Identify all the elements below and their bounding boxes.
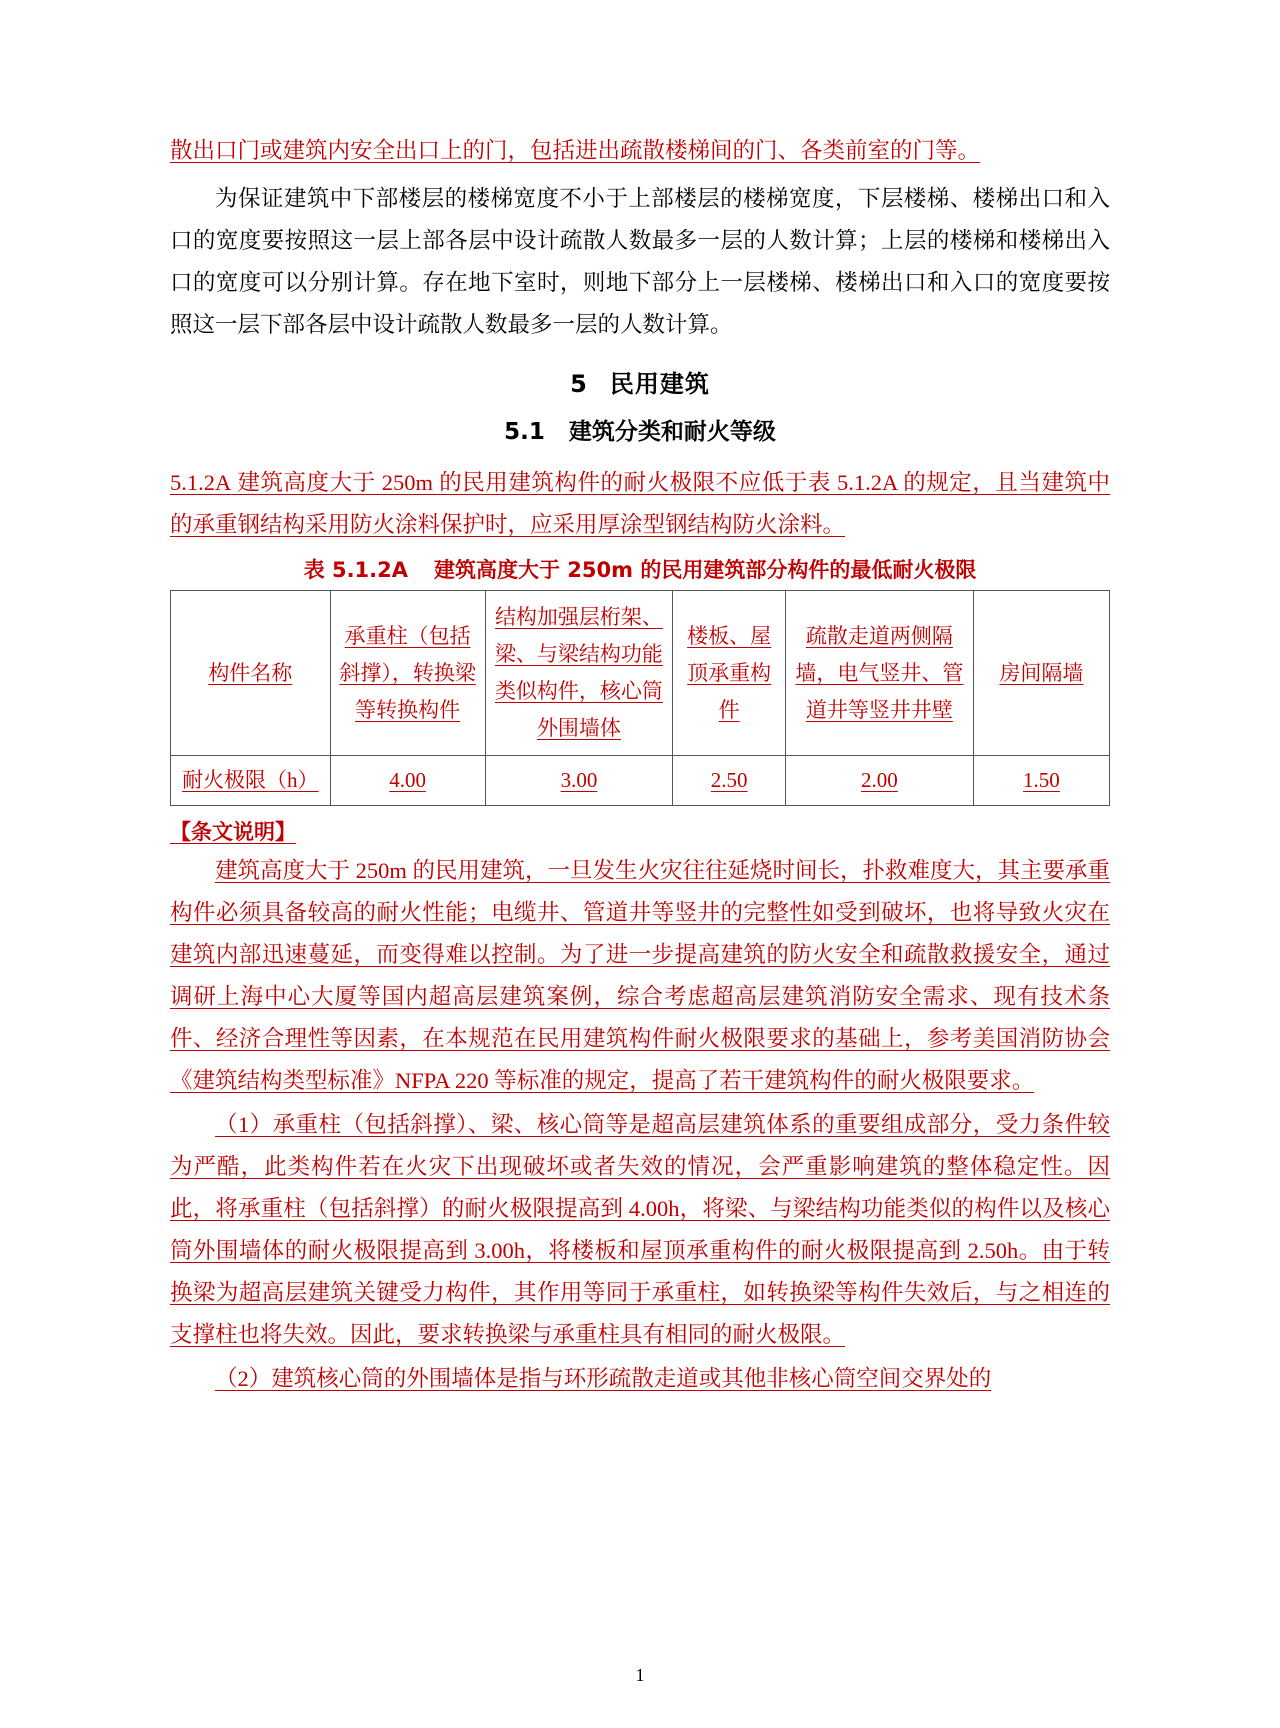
table-cell-value-5: 1.50 (1023, 768, 1060, 792)
table-header-component-name: 构件名称 (208, 660, 293, 685)
table-caption-label: 表 5.1.2A (303, 558, 408, 582)
table-header-bearing-column: 承重柱（包括斜撑），转换梁等转换构件 (339, 623, 476, 722)
explanation-paragraph-2: （1）承重柱（包括斜撑）、梁、核心筒等是超高层建筑体系的重要组成部分，受力条件较为严酷，此类构件若在火灾下出现破坏或者失效的情况，会严重影响建筑的整体稳定性。因此，将承重柱（包括斜撑）的耐火极限提高到 4.00h，将梁、与梁结构功能类似的构件以及核心筒外围墙体的耐火极限提高到 3.00h，将楼板和屋顶承重构件的耐火极限提高到 2.50h。由于转换梁为超高层建筑关键受力构件，其作用等同于承重柱，如转换梁等构件失效后，与之相连的支撑柱也将失效。因此，要求转换梁与承重柱具有相同的耐火极限。 (170, 1112, 1110, 1347)
table-header-room-partition: 房间隔墙 (999, 660, 1084, 685)
explanation-paragraph-3: （2）建筑核心筒的外围墙体是指与环形疏散走道或其他非核心筒空间交界处的 (215, 1366, 992, 1391)
section-heading (170, 413, 1110, 446)
table-caption-title: 建筑高度大于 250m 的民用建筑部分构件的最低耐火极限 (434, 558, 977, 582)
table-caption (170, 554, 1110, 584)
paragraph-stair-width: 为保证建筑中下部楼层的楼梯宽度不小于上部楼层的楼梯宽度，下层楼梯、楼梯出口和入口的宽度要按照这一层上部各层中设计疏散人数最多一层的人数计算；上层的楼梯和楼梯出入口的宽度可以分别计算。存在地下室时，则地下部分上一层楼梯、楼梯出口和入口的宽度要按照这一层下部各层中设计疏散人数最多一层的人数计算。 (170, 186, 1110, 337)
table-header-truss-beam: 结构加强层桁架、梁、与梁结构功能类似构件，核心筒外围墙体 (494, 605, 663, 740)
table-cell-value-1: 4.00 (389, 768, 426, 792)
clause-5-1-2A (170, 462, 1110, 546)
table-header-row (171, 591, 1110, 756)
explanation-heading: 【条文说明】 (170, 820, 296, 844)
table-header-shaft-wall: 疏散走道两侧隔墙，电气竖井、管道井等竖井井壁 (795, 623, 964, 722)
chapter-heading (170, 364, 1110, 399)
fire-resistance-table (170, 590, 1110, 806)
continued-paragraph: 散出口门或建筑内安全出口上的门，包括进出疏散楼梯间的门、各类前室的门等。 (170, 138, 981, 163)
table-row-label: 耐火极限（h） (182, 768, 319, 792)
table-cell-value-4: 2.00 (861, 768, 898, 792)
table-header-floor-roof: 楼板、屋顶承重构件 (687, 623, 772, 722)
chapter-title: 民用建筑 (609, 370, 710, 398)
clause-number: 5.1.2A (170, 470, 232, 495)
table-cell-value-2: 3.00 (560, 768, 598, 792)
explanation-paragraph-1: 建筑高度大于 250m 的民用建筑，一旦发生火灾往往延烧时间长，扑救难度大，其主要承重构件必须具备较高的耐火性能；电缆井、管道井等竖井的完整性如受到破坏，也将导致火灾在建筑内部迅速蔓延，而变得难以控制。为了进一步提高建筑的防火安全和疏散救援安全，通过调研上海中心大厦等国内超高层建筑案例，综合考虑超高层建筑消防安全需求、现有技术条件、经济合理性等因素，在本规范在民用建筑构件耐火极限要求的基础上，参考美国消防协会《建筑结构类型标准》NFPA 220 等标准的规定，提高了若干建筑构件的耐火极限要求。 (170, 858, 1111, 1093)
table-row (171, 756, 1110, 806)
chapter-number: 5 (570, 370, 588, 398)
table-cell-value-3: 2.50 (710, 768, 748, 792)
page-number: 1 (635, 1665, 645, 1685)
section-title: 建筑分类和耐火等级 (568, 419, 776, 445)
section-number: 5.1 (504, 419, 545, 445)
clause-text: 建筑高度大于 250m 的民用建筑构件的耐火极限不应低于表 5.1.2A 的规定，且当建筑中的承重钢结构采用防火涂料保护时，应采用厚涂型钢结构防火涂料。 (170, 470, 1111, 537)
